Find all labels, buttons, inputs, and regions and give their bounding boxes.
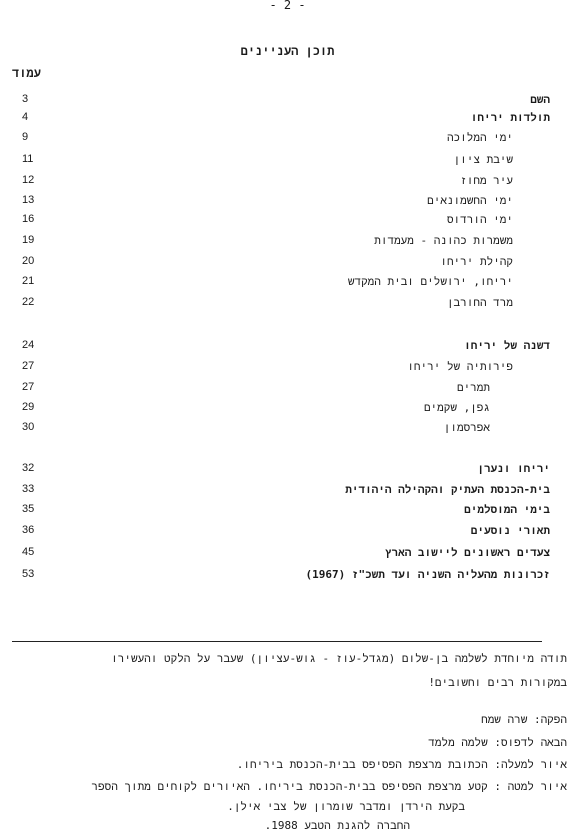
toc-title-text: קהילת יריחו [440,255,513,268]
toc-page: 27 [22,360,35,372]
toc-title-text: יריחו, ירושלים ובית המקדש [347,275,513,288]
toc-row [0,131,575,151]
credit-line: הבאה לדפוס: שלמה מלמד [428,736,567,749]
toc-row [0,174,575,194]
toc-page: 11 [22,153,34,165]
toc-page: 4 [22,111,29,123]
toc-page: 12 [22,174,35,186]
page-number: - 2 - [269,0,306,12]
acknowledgement-line: תודה מיוחדת לשלמה בן-שלום (מגדל-עוז - גוש-עציון) שעבר על הלקט והעשירו [111,652,567,665]
toc-title-text: פירותיה של יריחו [407,360,513,373]
toc-row [0,194,575,214]
toc-page: 29 [22,401,35,413]
toc-title-text: השם [530,93,550,106]
toc-row [0,462,575,482]
credit-line: הפקה: שרה שמח [481,713,567,726]
toc-row [0,546,575,566]
toc-title-text: תמרים [456,381,490,394]
toc-title-text: עיר מחוז [460,174,513,187]
toc-row [0,275,575,295]
toc-title-text: מרד החורבן [446,296,513,309]
toc-row [0,234,575,254]
toc-row [0,568,575,588]
toc-row [0,153,575,173]
toc-page: 45 [22,546,35,558]
divider-line [12,641,542,642]
toc-row [0,213,575,233]
toc-title-text: אפרסמון [443,421,490,434]
toc-page: 9 [22,131,29,143]
toc-title-text: ימי המלוכה [446,131,513,144]
toc-page: 36 [22,524,35,536]
credit-line: החברה להגנת הטבע 1988. [264,819,410,832]
toc-row [0,339,575,359]
toc-title-text: יריחו ונערן [477,462,550,475]
toc-page: 27 [22,381,35,393]
toc-page: 21 [22,275,35,287]
toc-row [0,381,575,401]
toc-page: 32 [22,462,35,474]
toc-title-text: זכרונות מהעליה השניה ועד תשכ"ז (1967) [305,568,550,581]
toc-row [0,503,575,523]
toc-page: 22 [22,296,35,308]
toc-page: 33 [22,483,35,495]
toc-title-text: דשנה של יריחו [464,339,550,352]
toc-title-text: ימי הורדוס [446,213,513,226]
credit-line: בקעת הירדן ומדבר שומרון של צבי אילן. [227,800,465,813]
toc-row [0,524,575,544]
toc-row [0,111,575,131]
toc-row [0,421,575,441]
toc-row [0,93,575,113]
toc-page: 35 [22,503,35,515]
toc-page: 53 [22,568,35,580]
toc-title: תוכן העניינים [240,44,335,58]
toc-title-text: בית-הכנסת העתיק והקהילה היהודית [345,483,550,496]
toc-title-text: תולדות יריחו [470,111,550,124]
acknowledgement-line: במקורות רבים וחשובים! [428,676,567,689]
toc-title-text: תאורי נוסעים [470,524,550,537]
toc-page: 20 [22,255,35,267]
toc-title-text: גפן, שקמים [423,401,490,414]
credit-line: איור למעלה: הכתובת מרצפת הפסיפס בבית-הכנסת ביריחו. [236,758,567,771]
toc-title-text: שיבת ציון [453,153,513,166]
toc-page: 3 [22,93,29,105]
toc-page: 30 [22,421,35,433]
toc-page: 24 [22,339,35,351]
toc-title-text: בימי המוסלמים [464,503,550,516]
toc-title-text: ימי החשמונאים [427,194,513,207]
toc-row [0,401,575,421]
toc-row [0,255,575,275]
credit-line: איור למטה : קטע מרצפת הפסיפס בבית-הכנסת ביריחו. האיורים לקוחים מתוך הספר [91,780,567,793]
toc-page: 19 [22,234,35,246]
toc-row [0,483,575,503]
page-column-header: עמוד [12,66,41,80]
toc-row [0,360,575,380]
toc-title-text: צעדים ראשונים ליישוב הארץ [384,546,550,559]
toc-page: 16 [22,213,35,225]
toc-page: 13 [22,194,35,206]
toc-row [0,296,575,316]
toc-title-text: משמרות כהונה - מעמדות [374,234,513,247]
